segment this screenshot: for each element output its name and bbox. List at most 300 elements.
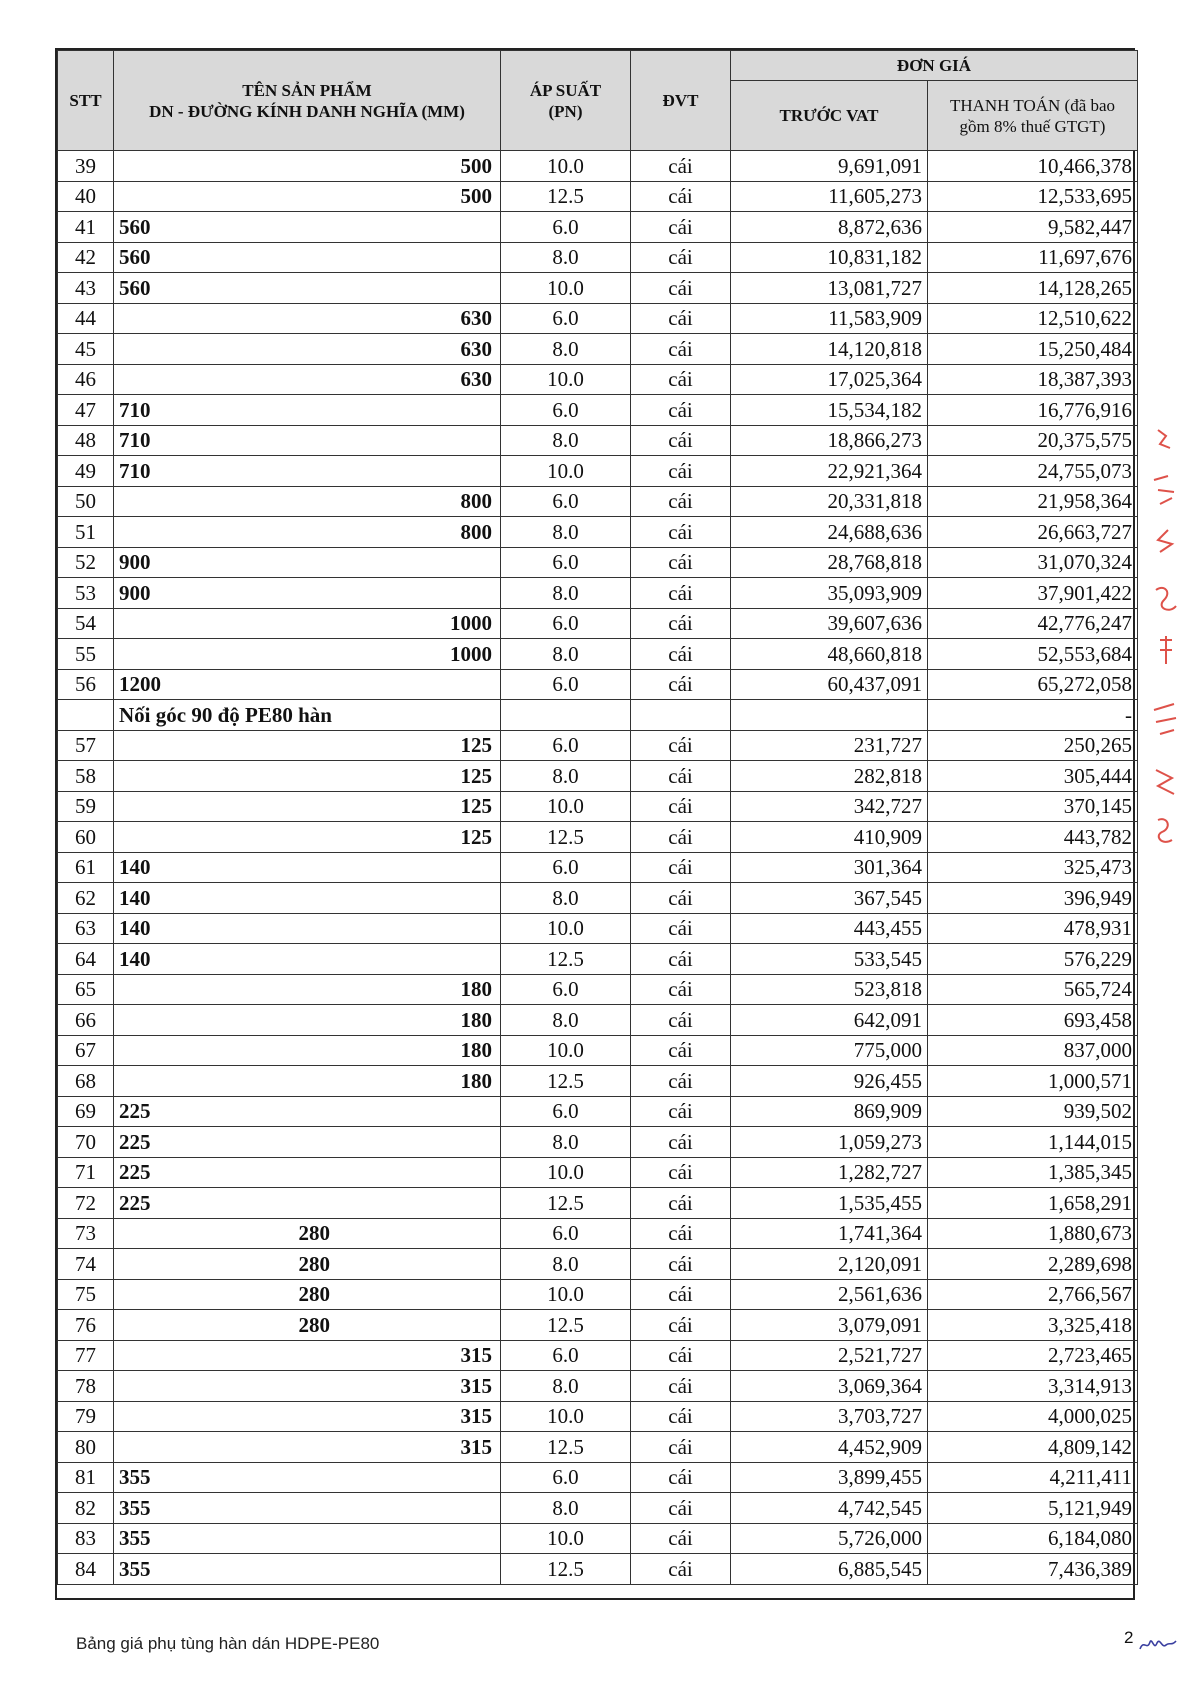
row-product-dn: 315 [114, 1401, 501, 1432]
row-unit: cái [631, 486, 731, 517]
table-row [58, 974, 1138, 1005]
row-price-payment: 42,776,247 [928, 608, 1138, 639]
table-row [58, 730, 1138, 761]
row-price-payment: 20,375,575 [928, 425, 1138, 456]
table-row [58, 456, 1138, 487]
row-stt: 75 [58, 1279, 114, 1310]
row-product-dn: 180 [114, 1035, 501, 1066]
row-pressure: 8.0 [501, 1371, 631, 1402]
row-stt: 46 [58, 364, 114, 395]
row-pressure: 10.0 [501, 913, 631, 944]
row-unit: cái [631, 669, 731, 700]
row-stt: 76 [58, 1310, 114, 1341]
row-product-dn: 140 [114, 852, 501, 883]
row-pressure [501, 700, 631, 731]
row-pressure: 8.0 [501, 639, 631, 670]
table-row [58, 822, 1138, 853]
table-row [58, 364, 1138, 395]
row-price-payment: 1,658,291 [928, 1188, 1138, 1219]
row-price-before-vat: 3,703,727 [731, 1401, 928, 1432]
row-unit: cái [631, 578, 731, 609]
table-row [58, 303, 1138, 334]
row-pressure: 8.0 [501, 1127, 631, 1158]
row-stt: 56 [58, 669, 114, 700]
row-unit: cái [631, 364, 731, 395]
row-price-payment: 443,782 [928, 822, 1138, 853]
row-stt: 72 [58, 1188, 114, 1219]
row-price-before-vat: 1,741,364 [731, 1218, 928, 1249]
row-price-payment: 250,265 [928, 730, 1138, 761]
table-row [58, 212, 1138, 243]
table-row [58, 1157, 1138, 1188]
table-row [58, 1218, 1138, 1249]
row-price-payment: 21,958,364 [928, 486, 1138, 517]
table-row [58, 944, 1138, 975]
row-price-before-vat: 10,831,182 [731, 242, 928, 273]
row-pressure: 6.0 [501, 395, 631, 426]
row-product-dn: 140 [114, 944, 501, 975]
table-row [58, 1432, 1138, 1463]
row-price-payment: 576,229 [928, 944, 1138, 975]
row-unit: cái [631, 151, 731, 182]
row-product-dn: 1200 [114, 669, 501, 700]
row-pressure: 12.5 [501, 822, 631, 853]
row-product-dn: 710 [114, 456, 501, 487]
table-row [58, 669, 1138, 700]
row-price-payment: 2,723,465 [928, 1340, 1138, 1371]
row-price-before-vat: 6,885,545 [731, 1554, 928, 1585]
row-price-payment: 370,145 [928, 791, 1138, 822]
row-product-dn: 180 [114, 1066, 501, 1097]
row-product-dn: 630 [114, 364, 501, 395]
table-row [58, 1340, 1138, 1371]
row-price-before-vat: 20,331,818 [731, 486, 928, 517]
row-unit: cái [631, 1310, 731, 1341]
table-row [58, 1096, 1138, 1127]
row-product-dn: 140 [114, 883, 501, 914]
row-stt: 55 [58, 639, 114, 670]
row-pressure: 10.0 [501, 273, 631, 304]
row-price-before-vat: 1,282,727 [731, 1157, 928, 1188]
row-stt: 59 [58, 791, 114, 822]
row-price-before-vat: 17,025,364 [731, 364, 928, 395]
row-price-before-vat: 926,455 [731, 1066, 928, 1097]
row-product-dn: 225 [114, 1157, 501, 1188]
row-unit: cái [631, 1157, 731, 1188]
row-unit: cái [631, 1432, 731, 1463]
row-product-dn: 225 [114, 1096, 501, 1127]
table-row [58, 1462, 1138, 1493]
row-stt: 51 [58, 517, 114, 548]
row-unit: cái [631, 181, 731, 212]
row-product-dn: 630 [114, 334, 501, 365]
row-unit: cái [631, 883, 731, 914]
table-row [58, 547, 1138, 578]
header-price-group: ĐƠN GIÁ [731, 51, 1138, 81]
row-stt: 77 [58, 1340, 114, 1371]
row-pressure: 10.0 [501, 456, 631, 487]
row-price-payment: 15,250,484 [928, 334, 1138, 365]
row-price-before-vat: 5,726,000 [731, 1523, 928, 1554]
row-price-before-vat: 48,660,818 [731, 639, 928, 670]
row-stt: 66 [58, 1005, 114, 1036]
table-row [58, 1127, 1138, 1158]
row-unit: cái [631, 1035, 731, 1066]
row-price-payment: 1,880,673 [928, 1218, 1138, 1249]
row-unit: cái [631, 1523, 731, 1554]
row-product-dn: 125 [114, 761, 501, 792]
row-stt: 69 [58, 1096, 114, 1127]
row-price-payment: 1,000,571 [928, 1066, 1138, 1097]
row-price-payment: 478,931 [928, 913, 1138, 944]
row-product-dn: 1000 [114, 608, 501, 639]
row-stt: 64 [58, 944, 114, 975]
row-price-payment: 12,533,695 [928, 181, 1138, 212]
row-unit: cái [631, 822, 731, 853]
row-pressure: 12.5 [501, 944, 631, 975]
row-price-payment: 52,553,684 [928, 639, 1138, 670]
row-pressure: 12.5 [501, 1432, 631, 1463]
signature-mark [1138, 1633, 1178, 1655]
row-unit: cái [631, 1371, 731, 1402]
row-price-before-vat: 231,727 [731, 730, 928, 761]
row-price-payment: 396,949 [928, 883, 1138, 914]
table-row [58, 913, 1138, 944]
row-pressure: 6.0 [501, 669, 631, 700]
row-unit: cái [631, 273, 731, 304]
price-table [57, 50, 1138, 1585]
row-pressure: 12.5 [501, 1066, 631, 1097]
table-row [58, 852, 1138, 883]
table-row [58, 273, 1138, 304]
row-product-dn: 280 [114, 1218, 501, 1249]
row-stt: 42 [58, 242, 114, 273]
row-unit: cái [631, 1493, 731, 1524]
row-price-before-vat: 775,000 [731, 1035, 928, 1066]
row-product-dn: 500 [114, 181, 501, 212]
table-row [58, 1523, 1138, 1554]
row-price-payment: 2,766,567 [928, 1279, 1138, 1310]
table-row [58, 1279, 1138, 1310]
row-unit: cái [631, 791, 731, 822]
row-stt: 53 [58, 578, 114, 609]
row-price-before-vat: 869,909 [731, 1096, 928, 1127]
table-row [58, 181, 1138, 212]
row-stt: 67 [58, 1035, 114, 1066]
row-stt: 45 [58, 334, 114, 365]
row-price-before-vat: 2,561,636 [731, 1279, 928, 1310]
row-price-before-vat [731, 700, 928, 731]
row-product-dn: 355 [114, 1554, 501, 1585]
row-product-dn: 560 [114, 273, 501, 304]
row-stt: 57 [58, 730, 114, 761]
row-price-payment: 305,444 [928, 761, 1138, 792]
row-price-payment: 565,724 [928, 974, 1138, 1005]
row-unit: cái [631, 639, 731, 670]
row-price-payment: 693,458 [928, 1005, 1138, 1036]
row-price-before-vat: 60,437,091 [731, 669, 928, 700]
row-product-dn: 560 [114, 212, 501, 243]
row-pressure: 6.0 [501, 1462, 631, 1493]
row-stt: 52 [58, 547, 114, 578]
row-unit: cái [631, 608, 731, 639]
table-row [58, 1188, 1138, 1219]
table-row [58, 242, 1138, 273]
row-stt: 41 [58, 212, 114, 243]
row-price-payment: 1,385,345 [928, 1157, 1138, 1188]
row-pressure: 8.0 [501, 761, 631, 792]
row-price-before-vat: 1,059,273 [731, 1127, 928, 1158]
row-pressure: 8.0 [501, 334, 631, 365]
row-price-payment: 837,000 [928, 1035, 1138, 1066]
row-pressure: 8.0 [501, 517, 631, 548]
table-row [58, 883, 1138, 914]
row-stt: 60 [58, 822, 114, 853]
row-pressure: 12.5 [501, 181, 631, 212]
row-pressure: 10.0 [501, 1157, 631, 1188]
row-price-before-vat: 14,120,818 [731, 334, 928, 365]
row-product-dn: 710 [114, 395, 501, 426]
row-pressure: 8.0 [501, 578, 631, 609]
row-product-dn: 280 [114, 1310, 501, 1341]
row-pressure: 6.0 [501, 730, 631, 761]
header-unit: ĐVT [631, 51, 731, 151]
row-product-dn: 900 [114, 547, 501, 578]
row-price-payment: 3,325,418 [928, 1310, 1138, 1341]
row-price-before-vat: 2,521,727 [731, 1340, 928, 1371]
row-price-payment: 24,755,073 [928, 456, 1138, 487]
row-unit: cái [631, 730, 731, 761]
row-pressure: 12.5 [501, 1554, 631, 1585]
table-row [58, 761, 1138, 792]
row-unit: cái [631, 1279, 731, 1310]
header-pressure-line2: (PN) [548, 101, 583, 121]
row-stt: 61 [58, 852, 114, 883]
row-unit: cái [631, 1340, 731, 1371]
row-product-dn: 125 [114, 822, 501, 853]
row-stt: 44 [58, 303, 114, 334]
row-pressure: 6.0 [501, 486, 631, 517]
row-price-before-vat: 18,866,273 [731, 425, 928, 456]
row-product-dn: 125 [114, 730, 501, 761]
table-row [58, 486, 1138, 517]
row-product-dn: 315 [114, 1371, 501, 1402]
row-product-dn: 125 [114, 791, 501, 822]
row-price-before-vat: 523,818 [731, 974, 928, 1005]
header-stt: STT [58, 51, 114, 151]
row-pressure: 8.0 [501, 425, 631, 456]
header-payment: THANH TOÁN (đã bao gồm 8% thuế GTGT) [928, 81, 1138, 151]
row-pressure: 10.0 [501, 364, 631, 395]
row-stt: 65 [58, 974, 114, 1005]
row-price-payment: 1,144,015 [928, 1127, 1138, 1158]
row-stt: 81 [58, 1462, 114, 1493]
row-price-before-vat: 3,069,364 [731, 1371, 928, 1402]
row-product-dn: 180 [114, 974, 501, 1005]
row-pressure: 6.0 [501, 1096, 631, 1127]
row-unit: cái [631, 974, 731, 1005]
header-pressure [501, 51, 631, 151]
row-unit: cái [631, 212, 731, 243]
row-stt: 80 [58, 1432, 114, 1463]
row-pressure: 6.0 [501, 212, 631, 243]
row-price-payment: 26,663,727 [928, 517, 1138, 548]
footer-title: Bảng giá phụ tùng hàn dán HDPE-PE80 [76, 1634, 380, 1653]
row-stt [58, 700, 114, 731]
row-product-dn: Nối góc 90 độ PE80 hàn [114, 700, 501, 731]
row-pressure: 8.0 [501, 883, 631, 914]
row-product-dn: 225 [114, 1188, 501, 1219]
row-pressure: 6.0 [501, 303, 631, 334]
row-pressure: 6.0 [501, 1340, 631, 1371]
row-price-before-vat: 3,079,091 [731, 1310, 928, 1341]
row-pressure: 10.0 [501, 791, 631, 822]
table-row [58, 578, 1138, 609]
row-product-dn: 355 [114, 1523, 501, 1554]
table-row [58, 1401, 1138, 1432]
row-product-dn: 280 [114, 1249, 501, 1280]
row-price-before-vat: 35,093,909 [731, 578, 928, 609]
row-unit [631, 700, 731, 731]
row-product-dn: 140 [114, 913, 501, 944]
row-unit: cái [631, 456, 731, 487]
row-price-before-vat: 4,452,909 [731, 1432, 928, 1463]
row-unit: cái [631, 1218, 731, 1249]
table-row [58, 1371, 1138, 1402]
header-product-line1: TÊN SẢN PHẨM [242, 80, 372, 100]
row-price-payment: 5,121,949 [928, 1493, 1138, 1524]
row-unit: cái [631, 395, 731, 426]
row-price-payment: 325,473 [928, 852, 1138, 883]
row-pressure: 8.0 [501, 1005, 631, 1036]
table-row [58, 425, 1138, 456]
row-price-payment: - [928, 700, 1138, 731]
row-pressure: 6.0 [501, 608, 631, 639]
row-price-before-vat: 11,583,909 [731, 303, 928, 334]
row-price-before-vat: 2,120,091 [731, 1249, 928, 1280]
row-stt: 74 [58, 1249, 114, 1280]
row-price-before-vat: 11,605,273 [731, 181, 928, 212]
row-unit: cái [631, 334, 731, 365]
row-unit: cái [631, 1401, 731, 1432]
row-unit: cái [631, 242, 731, 273]
row-price-before-vat: 15,534,182 [731, 395, 928, 426]
row-unit: cái [631, 1554, 731, 1585]
row-pressure: 12.5 [501, 1188, 631, 1219]
row-pressure: 6.0 [501, 852, 631, 883]
row-price-before-vat: 22,921,364 [731, 456, 928, 487]
row-price-payment: 65,272,058 [928, 669, 1138, 700]
row-stt: 70 [58, 1127, 114, 1158]
row-price-before-vat: 4,742,545 [731, 1493, 928, 1524]
row-price-payment: 31,070,324 [928, 547, 1138, 578]
table-row [58, 700, 1138, 731]
row-unit: cái [631, 1066, 731, 1097]
page-number: 2 [1124, 1628, 1134, 1647]
row-price-before-vat: 24,688,636 [731, 517, 928, 548]
row-pressure: 10.0 [501, 1523, 631, 1554]
row-price-before-vat: 410,909 [731, 822, 928, 853]
table-row [58, 1035, 1138, 1066]
row-stt: 79 [58, 1401, 114, 1432]
row-pressure: 10.0 [501, 1401, 631, 1432]
row-stt: 62 [58, 883, 114, 914]
row-unit: cái [631, 944, 731, 975]
row-stt: 48 [58, 425, 114, 456]
row-stt: 78 [58, 1371, 114, 1402]
table-row [58, 1005, 1138, 1036]
red-stamp-mark [1146, 420, 1186, 860]
row-pressure: 8.0 [501, 1249, 631, 1280]
row-stt: 83 [58, 1523, 114, 1554]
row-stt: 47 [58, 395, 114, 426]
row-unit: cái [631, 761, 731, 792]
row-unit: cái [631, 1127, 731, 1158]
row-unit: cái [631, 1249, 731, 1280]
header-product [114, 51, 501, 151]
row-price-payment: 4,809,142 [928, 1432, 1138, 1463]
row-stt: 40 [58, 181, 114, 212]
row-price-before-vat: 3,899,455 [731, 1462, 928, 1493]
row-price-payment: 37,901,422 [928, 578, 1138, 609]
row-product-dn: 355 [114, 1462, 501, 1493]
row-stt: 49 [58, 456, 114, 487]
row-price-payment: 10,466,378 [928, 151, 1138, 182]
row-unit: cái [631, 1462, 731, 1493]
row-stt: 63 [58, 913, 114, 944]
row-product-dn: 800 [114, 517, 501, 548]
row-unit: cái [631, 303, 731, 334]
table-row [58, 1493, 1138, 1524]
row-price-payment: 2,289,698 [928, 1249, 1138, 1280]
header-product-line2: DN - ĐƯỜNG KÍNH DANH NGHĨA (MM) [149, 101, 465, 121]
row-pressure: 6.0 [501, 974, 631, 1005]
row-price-payment: 4,211,411 [928, 1462, 1138, 1493]
row-price-payment: 9,582,447 [928, 212, 1138, 243]
row-price-payment: 6,184,080 [928, 1523, 1138, 1554]
row-price-before-vat: 642,091 [731, 1005, 928, 1036]
row-unit: cái [631, 1096, 731, 1127]
row-product-dn: 630 [114, 303, 501, 334]
row-price-payment: 14,128,265 [928, 273, 1138, 304]
table-row [58, 395, 1138, 426]
row-price-payment: 3,314,913 [928, 1371, 1138, 1402]
row-price-before-vat: 282,818 [731, 761, 928, 792]
row-price-before-vat: 13,081,727 [731, 273, 928, 304]
row-unit: cái [631, 913, 731, 944]
row-price-before-vat: 367,545 [731, 883, 928, 914]
row-price-before-vat: 28,768,818 [731, 547, 928, 578]
row-unit: cái [631, 852, 731, 883]
row-pressure: 6.0 [501, 1218, 631, 1249]
table-row [58, 334, 1138, 365]
row-stt: 73 [58, 1218, 114, 1249]
price-table-frame [55, 48, 1135, 1600]
row-stt: 71 [58, 1157, 114, 1188]
table-header [58, 51, 1138, 151]
table-row [58, 1554, 1138, 1585]
row-pressure: 12.5 [501, 1310, 631, 1341]
row-price-payment: 16,776,916 [928, 395, 1138, 426]
table-row [58, 1066, 1138, 1097]
header-pressure-line1: ÁP SUẤT [529, 80, 602, 100]
row-pressure: 10.0 [501, 1279, 631, 1310]
row-price-payment: 12,510,622 [928, 303, 1138, 334]
row-pressure: 8.0 [501, 1493, 631, 1524]
row-stt: 39 [58, 151, 114, 182]
row-price-before-vat: 1,535,455 [731, 1188, 928, 1219]
row-product-dn: 355 [114, 1493, 501, 1524]
